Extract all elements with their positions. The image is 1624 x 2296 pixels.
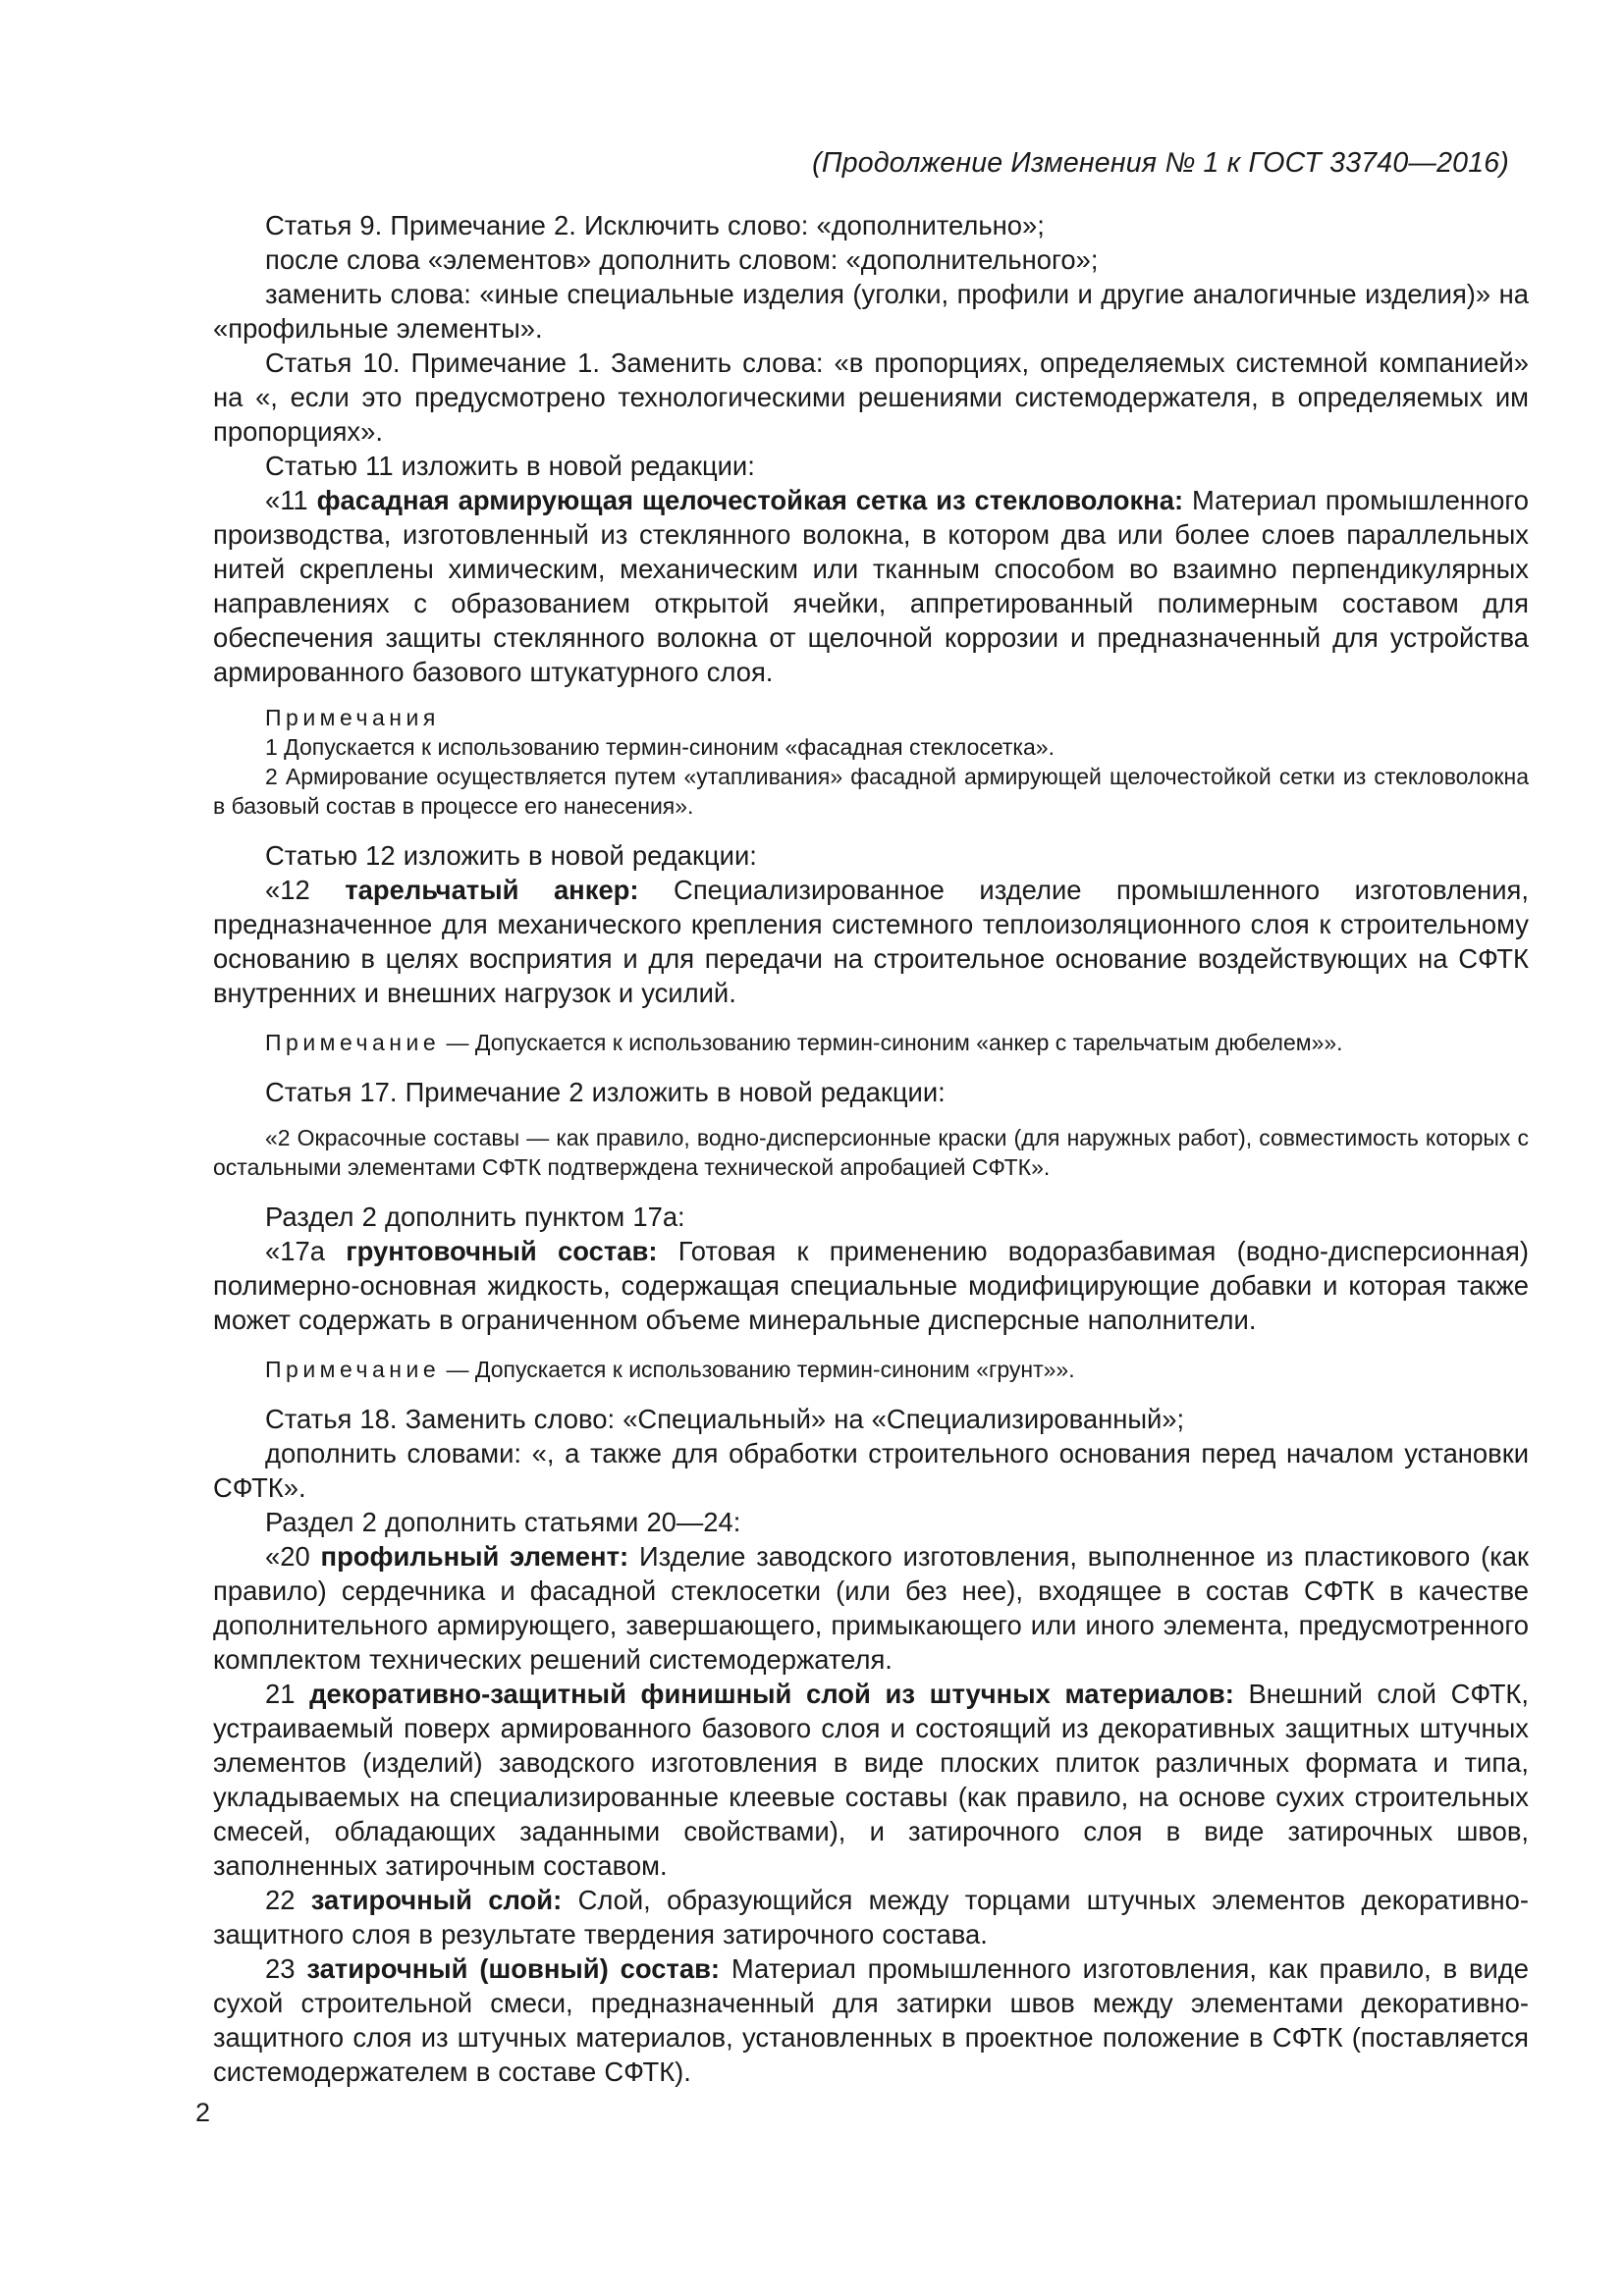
paragraph: после слова «элементов» дополнить словом: «дополнительного»; xyxy=(265,244,1099,275)
definition-number: «12 xyxy=(265,875,346,905)
notes-title: Примечания xyxy=(265,705,440,730)
definition-paragraph xyxy=(213,1883,1529,1951)
definition-number: 22 xyxy=(265,1885,311,1915)
definition-text: Слой, образующийся между торцами штучных элементов декоративно-защитного слоя в результате твердения затирочного состава. xyxy=(213,1885,1529,1949)
paragraph: Статья 18. Заменить слово: «Специальный» на «Специализированный»; xyxy=(265,1404,1185,1434)
paragraph: Статья 17. Примечание 2 изложить в новой редакции: xyxy=(265,1077,946,1107)
definition-term: профильный элемент: xyxy=(320,1541,629,1572)
definition-text: Изделие заводского изготовления, выполненное из пластикового (как правило) сердечника и фасадной стеклосетки (или без нее), входящее в состав СФТК в качестве дополнительного армирующего, завершающего, примыкающего или иного элемента, предусмотренного комплектом технических решений системодержателя. xyxy=(213,1541,1529,1675)
definition-number: «11 xyxy=(265,485,317,515)
paragraph: Статья 9. Примечание 2. Исключить слово: «дополнительно»; xyxy=(265,210,1045,240)
definition-text: Специализированное изделие промышленного изготовления, предназначенное для механического крепления системного теплоизоляционного слоя к строительному основанию в целях восприятия и для передачи на строительное основание воздействующих на СФТК внутренних и внешних нагрузок и усилий. xyxy=(213,875,1529,1008)
definition-paragraph xyxy=(213,1951,1529,2089)
definition-text: Материал промышленного изготовления, как правило, в виде сухой строительной смеси, предназначенный для затирки швов между элементами декоративно-защитного слоя из штучных материалов, установленных в проектное положение в СФТК (поставляется системодержателем в составе СФТК). xyxy=(213,1953,1530,2087)
definition-text: Готовая к применению водоразбавимая (водно-дисперсионная) полимерно-основная жидкость, содержащая специальные модифицирующие добавки и которая также может содержать в ограниченном объеме минеральные дисперсные наполнители. xyxy=(213,1236,1529,1335)
definition-term: затирочный слой: xyxy=(310,1885,563,1915)
paragraph: Раздел 2 дополнить пунктом 17а: xyxy=(265,1201,685,1232)
paragraph: дополнить словами: «, а также для обработки строительного основания перед началом установки СФТК». xyxy=(213,1438,1529,1503)
definition-number: 23 xyxy=(265,1953,307,1984)
note: «2 Окрасочные составы — как правило, водно-дисперсионные краски (для наружных работ), совместимость которых с остальными элементами СФТК подтверждена технической апробацией СФТК». xyxy=(213,1125,1529,1180)
paragraph: Статью 12 изложить в новой редакции: xyxy=(265,840,757,871)
paragraph: Статья 10. Примечание 1. Заменить слова: «в пропорциях, определяемых системной компанией» на «, если это предусмотрено технологическими решениями системодержателя, в определяемых им пропорциях». xyxy=(213,347,1529,447)
definition-term: фасадная армирующая щелочестойкая сетка из стекловолокна: xyxy=(316,485,1184,515)
definition-paragraph xyxy=(213,873,1529,1010)
definition-term: грунтовочный состав: xyxy=(346,1236,658,1266)
note-text: — Допускается к использованию термин-синоним «анкер с тарельчатым дюбелем»». xyxy=(440,1030,1343,1055)
definition-text: Материал промышленного производства, изготовленный из стеклянного волокна, в котором два или более слоев параллельных нитей скреплены химическим, механическим или тканным способом во взаимно перпендикулярных направлениях с образованием открытой ячейки, аппретированный полимерным составом для обеспечения защиты стеклянного волокна от щелочной коррозии и предназначенный для устройства армированного базового штукатурного слоя. xyxy=(213,485,1530,687)
definition-number: 21 xyxy=(265,1679,310,1709)
definition-term: декоративно-защитный финишный слой из штучных материалов: xyxy=(309,1679,1234,1709)
document-body xyxy=(213,208,1529,2089)
note: 2 Армирование осуществляется путем «утапливания» фасадной армирующей щелочестойкой сетки из стекловолокна в базовый состав в процессе его нанесения». xyxy=(213,764,1529,819)
paragraph: заменить слова: «иные специальные изделия (уголки, профили и другие аналогичные изделия)» на «профильные элементы». xyxy=(213,279,1529,344)
definition-paragraph xyxy=(213,483,1529,689)
paragraph: Статью 11 изложить в новой редакции: xyxy=(265,451,755,481)
definition-term: затирочный (шовный) состав: xyxy=(306,1953,721,1984)
note xyxy=(213,1028,1529,1057)
definition-paragraph xyxy=(213,1234,1529,1337)
paragraph: Раздел 2 дополнить статьями 20—24: xyxy=(265,1507,741,1537)
definition-number: «20 xyxy=(265,1541,321,1572)
page-number: 2 xyxy=(195,2098,211,2127)
note-label: Примечание xyxy=(265,1357,441,1382)
definition-paragraph xyxy=(213,1677,1529,1883)
page-header: (Продолжение Изменения № 1 к ГОСТ 33740—2016) xyxy=(812,147,1509,179)
definition-text: Внешний слой СФТК, устраиваемый поверх армированного базового слоя и состоящий из декоративных защитных штучных элементов (изделий) заводского изготовления в виде плоских плиток различных формата и типа, укладываемых на специализированные клеевые составы (как правило, на основе сухих строительных смесей, обладающих заданными свойствами), и затирочного слоя в виде затирочных швов, заполненных затирочным составом. xyxy=(213,1679,1529,1881)
note-label: Примечание xyxy=(265,1030,441,1055)
note-text: — Допускается к использованию термин-синоним «грунт»». xyxy=(440,1357,1075,1382)
definition-term: тарельчатый анкер: xyxy=(345,875,639,905)
note xyxy=(213,1355,1529,1384)
note: 1 Допускается к использованию термин-синоним «фасадная стеклосетка». xyxy=(265,734,1055,760)
definition-paragraph xyxy=(213,1539,1529,1677)
definition-number: «17а xyxy=(265,1236,347,1266)
